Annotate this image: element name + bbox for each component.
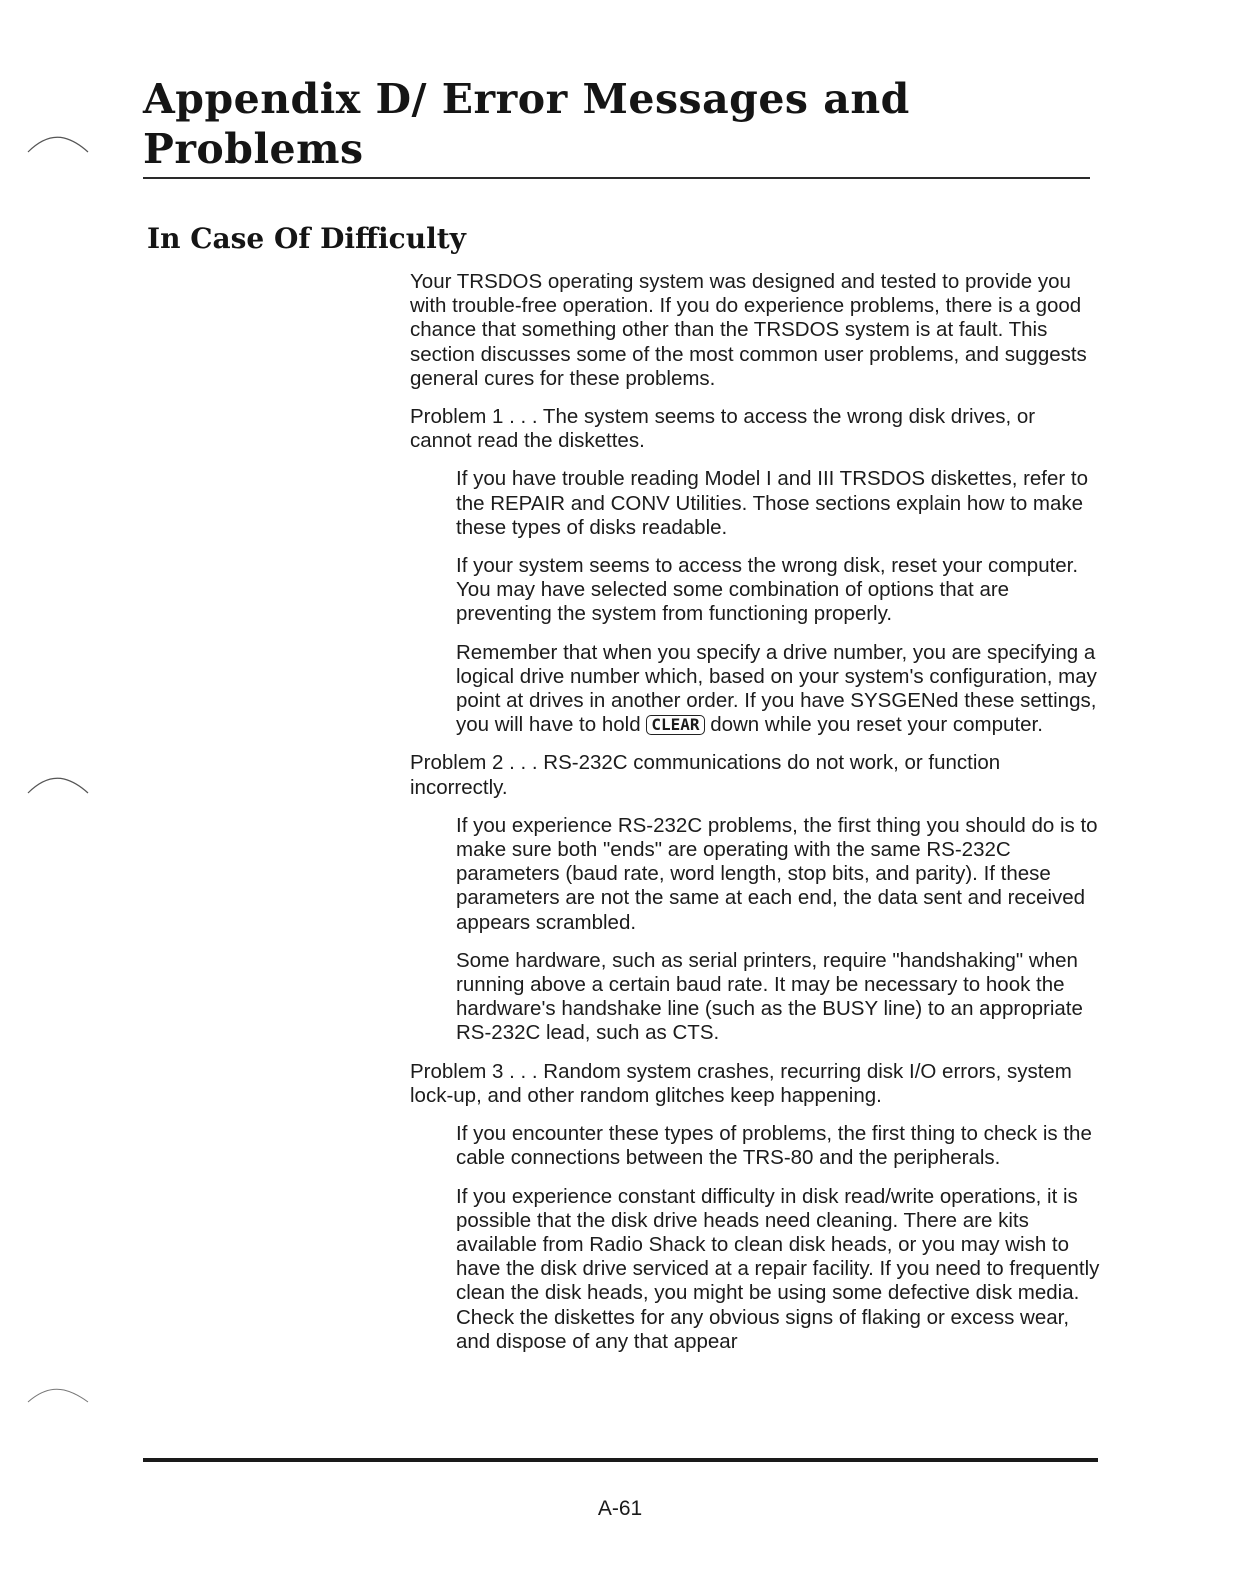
problem-3-paragraph-2: If you experience constant difficulty in disk read/write operations, it is possible that the disk drive heads need cleaning. There are kits available from Radio Shack to clean disk heads, or you may wish to have the disk drive serviced at a repair facility. If you need to frequently clean the disk heads, you might be using some defective disk media. Check the diskettes for any obvious signs of flaking or excess wear, and dispose of any that appear (456, 1184, 1100, 1353)
problem-1-paragraph-3 (456, 641, 1100, 738)
footer-rule (143, 1458, 1098, 1462)
intro-paragraph: Your TRSDOS operating system was designed and tested to provide you with trouble-free operation. If you do experience problems, there is a good chance that something other than the TRSDOS system is at fault. This section discusses some of the most common user problems, and suggests general cures for these problems. (410, 270, 1087, 390)
hole-punch-mark-top (26, 132, 90, 156)
remember-text-after-key: down while you reset your computer. (710, 713, 1043, 737)
problem-2-paragraph-2: Some hardware, such as serial printers, require "handshaking" when running above a certain baud rate. It may be necessary to hook the hardware's handshake line (such as the BUSY line) to an appropriate RS-232C lead, such as CTS. (456, 948, 1083, 1045)
hole-punch-mark-middle (26, 773, 90, 797)
body-text (410, 270, 1100, 1368)
clear-key-symbol: CLEAR (646, 715, 704, 735)
problem-3-paragraph-1: If you encounter these types of problems, the first thing to check is the cable connections between the TRS-80 and the peripherals. (456, 1122, 1092, 1170)
problem-1-paragraph-2: If your system seems to access the wrong disk, reset your computer. You may have selected some combination of options that are preventing the system from functioning properly. (456, 554, 1079, 626)
problem-1-paragraph-1: If you have trouble reading Model I and III TRSDOS diskettes, refer to the REPAIR and CONV Utilities. Those sections explain how to make these types of disks readable. (456, 467, 1089, 539)
title-rule (143, 177, 1090, 179)
remember-text-before-key: Remember that when you specify a drive number, you are specifying a logical drive number which, based on your system's configuration, may point at drives in another order. If you have SYSGENed these settings, you will have to hold (456, 640, 1097, 737)
page-number: A-61 (597, 1497, 643, 1520)
problem-2-heading: Problem 2 . . . RS-232C communications do not work, or function incorrectly. (410, 751, 1001, 799)
problem-1-heading: Problem 1 . . . The system seems to access the wrong disk drives, or cannot read the diskettes. (410, 405, 1036, 453)
hole-punch-mark-bottom (26, 1382, 90, 1406)
section-title: In Case Of Difficulty (147, 222, 466, 255)
problem-3-heading: Problem 3 . . . Random system crashes, recurring disk I/O errors, system lock-up, and other random glitches keep happening. (410, 1059, 1072, 1107)
chapter-title: Appendix D/ Error Messages and Problems (143, 75, 910, 173)
problem-2-paragraph-1: If you experience RS-232C problems, the first thing you should do is to make sure both "ends" are operating with the same RS-232C parameters (baud rate, word length, stop bits, and parity). If these parameters are not the same at each end, the data sent and received appears scrambled. (456, 813, 1098, 934)
